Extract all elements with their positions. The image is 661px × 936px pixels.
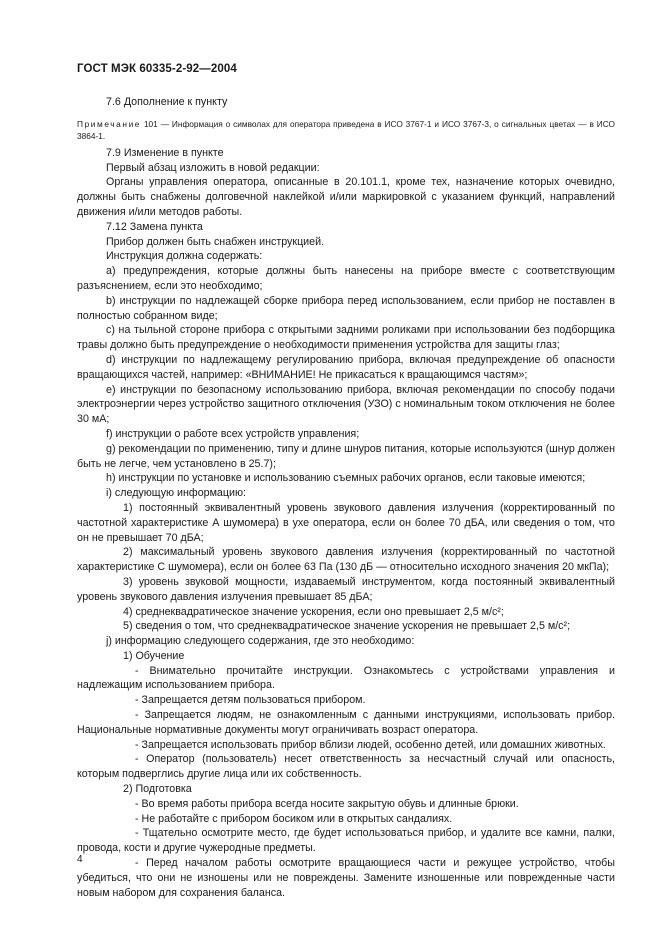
paragraph: - Оператор (пользователь) несет ответственность за несчастный случай или опасность, которым подверглись другие лица или их собственность. (77, 753, 615, 781)
paragraph: 1) Обучение (123, 649, 185, 662)
paragraph: j) информацию следующего содержания, где это необходимо: (106, 635, 415, 648)
paragraph: 7.12 Замена пункта (106, 220, 203, 233)
paragraph: 2) максимальный уровень звукового давления излучения (корректированный по частотной характеристике С шумомера), если он более 63 Па (130 дБ — относительно исходного значения 20 мкПа); (77, 546, 615, 574)
note-text: 101 — Информация о символах для оператора приведена в ИСО 3767-1 и ИСО 3767-3, о сигнальных цветах — в ИСО 3864-1. (77, 118, 615, 142)
note-label: Примечание (77, 118, 142, 129)
document-body (77, 95, 615, 900)
paragraph: f) инструкции о работе всех устройств управления; (106, 427, 360, 440)
note-paragraph (77, 118, 615, 143)
paragraph: 3) уровень звуковой мощности, издаваемый инструментом, когда постоянный эквивалентный уровень звукового давления излучения превышает 85 дБА; (77, 575, 615, 603)
paragraph: 5) сведения о том, что среднеквадратическое значение ускорения не превышает 2,5 м/с²; (123, 620, 571, 633)
paragraph: - Запрещается детям пользоваться прибором. (135, 694, 366, 707)
paragraph: e) инструкции по безопасному использованию прибора, включая рекомендации по способу подачи электроэнергии через устройство защитного отключения (УЗО) с номинальным током отключения не более 30 мА; (77, 383, 615, 426)
paragraph: 7.9 Изменение в пункте (106, 146, 224, 159)
paragraph: - Во время работы прибора всегда носите закрытую обувь и длинные брюки. (135, 797, 519, 810)
paragraph: 4) среднеквадратическое значение ускорения, если оно превышает 2,5 м/с²; (123, 605, 504, 618)
paragraph: - Внимательно прочитайте инструкции. Ознакомьтесь с устройствами управления и надлежащим использованием прибора. (77, 664, 615, 692)
paragraph: - Не работайте с прибором босиком или в открытых сандалиях. (135, 812, 453, 825)
paragraph: a) предупреждения, которые должны быть нанесены на приборе вместе с соответствующим разъяснением, если это необходимо; (77, 265, 615, 292)
paragraph: 1) постоянный эквивалентный уровень звукового давления излучения (корректированный по частотной характеристике А шумомера) в ухе оператора, если он более 70 дБА, или сведения о том, что он не превышает 70 дБА; (77, 501, 615, 544)
paragraph: - Запрещается людям, не ознакомленным с данными инструкциями, использовать прибор. Национальные нормативные документы могут ограничивать возраст оператора. (77, 709, 615, 736)
paragraph: c) на тыльной стороне прибора с открытыми задними роликами при использовании без подборщика травы должно быть предупреждение о необходимости применения устройства для защиты глаз; (77, 324, 615, 352)
paragraph: Первый абзац изложить в новой редакции: (106, 161, 320, 174)
paragraph: d) инструкции по надлежащему регулированию прибора, включая предупреждение об опасности вращающихся частей, например: «ВНИМАНИЕ! Не прикасаться к вращающимся частям»; (77, 353, 615, 381)
paragraph: Инструкция должна содержать: (106, 250, 263, 263)
paragraph: - Запрещается использовать прибор вблизи людей, особенно детей, или домашних животных. (135, 738, 606, 751)
paragraph: 2) Подготовка (123, 783, 192, 796)
page-header: ГОСТ МЭК 60335-2-92—2004 (77, 63, 237, 75)
page-number: 4 (77, 854, 83, 865)
paragraph: - Перед началом работы осмотрите вращающиеся части и режущее устройство, чтобы убедиться, что они не изношены или не повреждены. Замените изношенные или поврежденные части новым набором для сохранения баланса. (77, 857, 615, 899)
paragraph: b) инструкции по надлежащей сборке прибора перед использованием, если прибор не поставлен в полностью собранном виде; (77, 294, 615, 322)
paragraph: Прибор должен быть снабжен инструкцией. (106, 235, 325, 248)
paragraph: 7.6 Дополнение к пункту (106, 96, 228, 108)
paragraph: Органы управления оператора, описанные в 20.101.1, кроме тех, назначение которых очевидно, должны быть снабжены долговечной наклейкой и/или маркировкой с указанием функций, направлений движения и/или методов работы. (77, 176, 615, 218)
paragraph: - Тщательно осмотрите место, где будет использоваться прибор, и удалите все камни, палки, провода, кости и другие чужеродные предметы. (77, 827, 615, 855)
paragraph: h) инструкции по установке и использованию съемных рабочих органов, если таковые имеются; (106, 472, 586, 485)
paragraph: i) следующую информацию: (106, 487, 246, 500)
paragraph: g) рекомендации по применению, типу и длине шнуров питания, которые используются (шнур должен быть не легче, чем установлено в 25.7); (77, 442, 615, 470)
